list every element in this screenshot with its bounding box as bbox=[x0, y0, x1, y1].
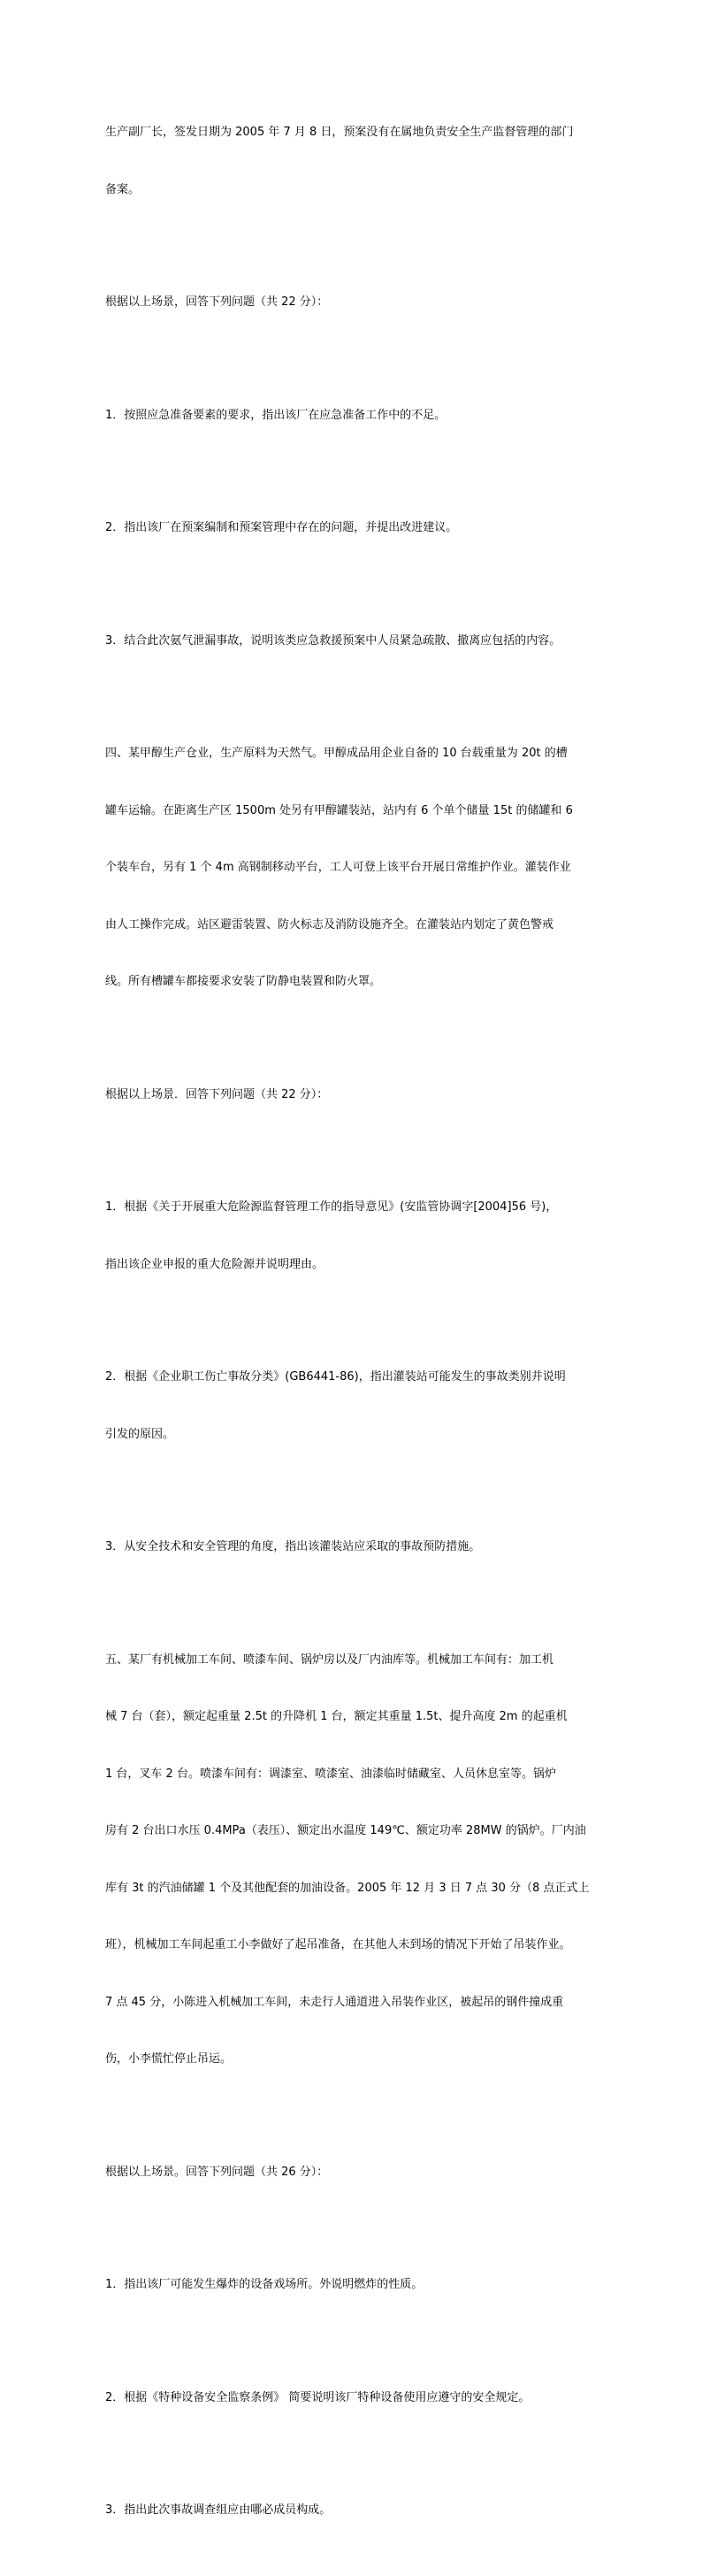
text-line: 1 台，叉车 2 台。喷漆车间有：调漆室、喷漆室、油漆临时储藏室、人员休息室等。锅炉 bbox=[105, 1767, 556, 1781]
text-line: 根据以上场景，回答下列问题（共 22 分）： bbox=[105, 295, 329, 309]
text-line: 四、某甲醇生产仓业，生产原料为天然气。甲醇成品用企业自备的 10 台载重量为 20t 的槽 bbox=[105, 747, 568, 760]
text-line: 罐车运输。在距离生产区 1500m 处另有甲醇罐装站，站内有 6 个单个储量 15t 的储罐和 6 bbox=[105, 803, 573, 817]
text-line: 生产副厂长，签发日期为 2005 年 7 月 8 日，预案没有在属地负责安全生产监督管理的部门 bbox=[105, 126, 574, 139]
text-line: 1．指出该厂可能发生爆炸的设备戏场所。外说明燃炸的性质。 bbox=[105, 2278, 423, 2291]
paragraph bbox=[105, 2463, 605, 2558]
paragraph bbox=[105, 594, 605, 689]
text-line: 由人工操作完成。站区避雷装置、防火标志及消防设施齐全。在灌装站内划定了黄色警戒 bbox=[105, 917, 554, 932]
text-line: 1．按照应急准备要素的要求，指出该厂在应急准备工作中的不足。 bbox=[105, 408, 446, 422]
text-line: 个装车台，另有 1 个 4m 高钢制移动平台，工人可登上该平台开展日常维护作业。灌装作业 bbox=[105, 861, 571, 874]
paragraph bbox=[105, 1613, 605, 2107]
paragraph bbox=[105, 1047, 605, 1143]
text-line: 班），机械加工车间起重工小李做好了起吊准备，在其他人未到场的情况下开始了吊装作业。 bbox=[105, 1938, 571, 1951]
text-line: 备案。 bbox=[105, 182, 141, 196]
text-line: 指出该企业申报的重大危险源并说明理由。 bbox=[105, 1257, 324, 1271]
paragraph bbox=[105, 706, 605, 1030]
paragraph bbox=[105, 2237, 605, 2333]
text-line: 械 7 台（套），额定起重量 2.5t 的升降机 1 台，额定其重量 1.5t、提升高度 2m 的起重机 bbox=[105, 1710, 568, 1723]
text-line: 1．根据《关于开展重大危险源监督管理工作的指导意见》(安监管协调字[2004]56 号)， bbox=[105, 1200, 558, 1214]
paragraph bbox=[105, 1330, 605, 1482]
text-line: 根据以上场景。回答下列问题（共 26 分）： bbox=[105, 2165, 329, 2179]
paragraph bbox=[105, 480, 605, 576]
text-line: 根据以上场景．回答下列问题（共 22 分）： bbox=[105, 1087, 329, 1101]
paragraph bbox=[105, 1499, 605, 1595]
paragraph bbox=[105, 2350, 605, 2446]
paragraph bbox=[105, 2125, 605, 2220]
paragraph bbox=[105, 255, 605, 350]
text-line: 线。所有槽罐车都接要求安装了防静电装置和防火罩。 bbox=[105, 975, 382, 988]
text-line: 伤，小李慌忙停止吊运。 bbox=[105, 2052, 233, 2066]
text-line: 3．结合此次氨气泄漏事故，说明该类应急救援预案中人员紧急疏散、撤离应包括的内容。 bbox=[105, 633, 561, 648]
text-line: 7 点 45 分，小陈进入机械加工车间，未走行人通道进入吊装作业区，被起吊的钢件撞成重 bbox=[105, 1995, 564, 2009]
text-line: 引发的原因。 bbox=[105, 1427, 175, 1441]
paragraph bbox=[105, 368, 605, 464]
document-page bbox=[105, 85, 605, 2576]
text-line: 3．从安全技术和安全管理的角度，指出该灌装站应采取的事故预防措施。 bbox=[105, 1540, 481, 1553]
text-line: 2．根据《企业职工伤亡事故分类》(GB6441-86)，指出灌装站可能发生的事故类别并说明 bbox=[105, 1370, 566, 1384]
text-line: 库有 3t 的汽油储罐 1 个及其他配套的加油设备。2005 年 12 月 3 日 7 点 30 分（8 点正式上 bbox=[105, 1881, 590, 1895]
text-line: 五、某厂有机械加工车间、喷漆车间、锅炉房以及厂内油库等。机械加工车间有：加工机 bbox=[105, 1652, 554, 1667]
paragraph bbox=[105, 1160, 605, 1312]
text-line: 2．根据《特种设备安全监察条例》 简要说明该厂特种设备使用应遵守的安全规定。 bbox=[105, 2390, 530, 2404]
paragraph bbox=[105, 85, 605, 237]
text-line: 房有 2 台出口水压 0.4MPa（表压）、额定出水温度 149℃、额定功率 28MW 的锅炉。厂内油 bbox=[105, 1824, 586, 1837]
text-line: 2．指出该厂在预案编制和预案管理中存在的问题，并提出改进建议。 bbox=[105, 521, 458, 534]
text-line: 3．指出此次事故调查组应由哪必成员构成。 bbox=[105, 2503, 332, 2517]
